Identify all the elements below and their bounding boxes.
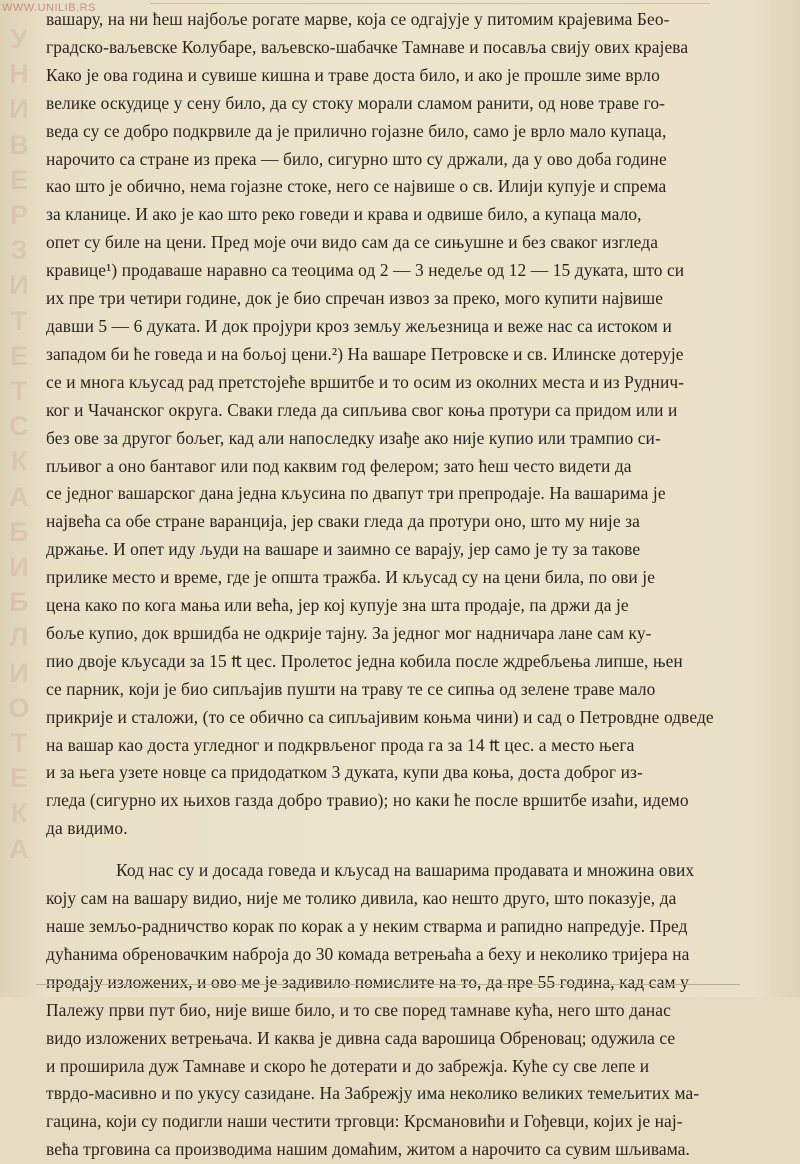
watermark-letter: З bbox=[10, 235, 28, 266]
text-line: без ове за другог бољег, кад али напоследку изађе ако није купио или трампио си- bbox=[46, 427, 661, 448]
text-line: опет су биле на цени. Пред моје очи видо сам да се сињушне и без сваког изгледа bbox=[46, 232, 659, 253]
watermark-letter: У bbox=[10, 24, 28, 54]
text-line: већа трговина са производима нашим домаћим, житом а нарочито са сувим шљивама. bbox=[46, 1139, 690, 1160]
watermark-url: WWW.UNILIB.RS bbox=[2, 2, 96, 14]
text-line: прикрије и сталожи, (то се обично са сипљајивим коњма чини) и сад о Петровдне одведе bbox=[46, 706, 714, 727]
text-line: тврдо-масивно и по укусу сазидане. На Забрежју има неколико великих темељитих ма- bbox=[46, 1083, 700, 1104]
paragraph-2 bbox=[46, 857, 742, 1164]
text-line: се и многа кљусад рад претстојеће вршитбе и то осим из околних места и из Руднич- bbox=[46, 371, 685, 392]
text-line: пио двоје кљусади за 15 ₶ цес. Пролетос једна кобила после ждребљења липше, њен bbox=[46, 650, 683, 671]
text-line: највећа са обе стране варанција, јер сваки гледа да протури оно, што му није за bbox=[46, 511, 640, 532]
body-text bbox=[46, 6, 742, 1164]
text-line: коју сам на вашару видио, није ме толико дивила, као нешто друго, што показује, да bbox=[46, 888, 677, 909]
watermark-letter: Р bbox=[9, 200, 28, 231]
watermark-letter: С bbox=[9, 411, 29, 442]
text-line: гацина, који су подигли наши честити трговци: Крсмановићи и Гођевци, којих је нај- bbox=[46, 1111, 683, 1132]
text-line: давши 5 — 6 дуката. И док пројури кроз земљу жељезница и веже нас са истоком и bbox=[46, 315, 672, 336]
watermark-letter: И bbox=[9, 94, 29, 125]
text-line: и за њега узете новце са придодатком 3 дуката, купи два коња, доста доброг из- bbox=[46, 762, 643, 783]
text-line: се једног вашарског дана једна кљусина по двапут три препродаје. На вашарима је bbox=[46, 483, 666, 504]
text-line: видо изложених ветрењача. И каква је дивна сада варошица Обреновац; одужила се bbox=[46, 1027, 676, 1048]
text-line: да видимо. bbox=[46, 818, 128, 839]
text-line: велике оскудице у сену било, да су стоку морали сламом ранити, од нове траве го- bbox=[46, 92, 666, 113]
text-line: прилике место и време, где је општа тражба. И кљусад су на цени била, по ови је bbox=[46, 567, 656, 588]
text-line: ког и Чачанског округа. Сваки гледа да сипљива свог коња протури са придом или и bbox=[46, 399, 678, 420]
top-rule bbox=[150, 3, 710, 4]
paragraph-gap bbox=[46, 843, 742, 857]
watermark-letter: И bbox=[9, 552, 29, 583]
watermark-letter: Т bbox=[10, 728, 28, 759]
watermark-side-text bbox=[4, 22, 34, 867]
text-line: западом би ће говеда и на бољој цени.²) На вашаре Петровске и св. Илинске дотерује bbox=[46, 343, 684, 364]
text-line: на вашар као доста угледног и подкрвљеног прода га за 14 ₶ цес. а место њега bbox=[46, 734, 635, 755]
watermark-letter: И bbox=[9, 657, 29, 688]
text-line: гледа (сигурно их њихов газда добро травио); но каки ће после вршитбе изаћи, идемо bbox=[46, 790, 689, 811]
watermark-letter: Т bbox=[10, 376, 28, 407]
paragraph-1 bbox=[46, 6, 742, 843]
text-line: их пре три четири године, док је био спречан извоз за преко, мого купити највише bbox=[46, 288, 664, 309]
text-line: пљивог а оно бантавог или под каквим год фелером; зато ћеш често видети да bbox=[46, 455, 632, 476]
text-line: се парник, који је био сипљајив пушти на траву те се сипња од зелене траве мало bbox=[46, 678, 656, 699]
watermark-letter: Е bbox=[9, 340, 28, 371]
watermark-letter: Е bbox=[9, 164, 28, 195]
text-line: продају изложених, и ово ме је задивило помислите на то, да пре 55 година, кад сам у bbox=[46, 971, 689, 992]
text-line: и проширила дуж Тамнаве и скоро ће дотерати и до забрежја. Куће су све лепе и bbox=[46, 1055, 650, 1076]
text-line: за кланице. И ако је као што реко говеди и крава и одвише било, а купаца мало, bbox=[46, 204, 642, 225]
text-line: Палежу први пут био, није више било, и то све поред тамнаве кућа, него што данас bbox=[46, 999, 671, 1020]
text-line: Код нас су и досада говеда и кљусад на вашарима продавата и множина ових bbox=[116, 860, 695, 881]
watermark-letter: В bbox=[9, 129, 29, 160]
bottom-rule bbox=[36, 984, 740, 985]
watermark-letter: К bbox=[10, 446, 28, 477]
text-line: дућанима обреновачким наброја до 30 комада ветрењаћа а беху и неколико тријера на bbox=[46, 943, 690, 964]
watermark-letter: Н bbox=[9, 59, 29, 90]
watermark-letter: И bbox=[9, 270, 29, 301]
text-line: цена како по кога мања или већа, јер кој купује зна шта продаје, па држи да је bbox=[46, 595, 629, 616]
text-line: нарочито са стране из прека — било, сигурно што су држали, да у ово доба године bbox=[46, 148, 667, 169]
watermark-letter: А bbox=[9, 833, 29, 864]
text-line: боље купио, док вршидба не одкрије тајну. За једног мог надничара лане сам ку- bbox=[46, 622, 652, 643]
text-line: Како је ова година и сувише кишна и траве доста било, и ако је прошле зиме врло bbox=[46, 64, 660, 85]
text-line: кравице¹) продаваше наравно са теоцима од 2 — 3 недеље од 12 — 15 дуката, што си bbox=[46, 260, 685, 281]
text-line: наше земљо-радничство корак по корак а у неким стварма и рапидно напредује. Пред bbox=[46, 916, 688, 936]
text-line: вашару, на ни ћеш најбоље рогате марве, која се одгајује у питомим крајевима Бео- bbox=[46, 9, 670, 29]
watermark-letter: А bbox=[9, 481, 29, 512]
watermark-letter: К bbox=[10, 798, 28, 829]
watermark-letter: О bbox=[8, 692, 30, 723]
watermark-letter: Б bbox=[9, 516, 29, 547]
watermark-letter: Т bbox=[10, 305, 28, 336]
text-line: држање. И опет иду људи на вашаре и заимно се варају, јер само је ту за такове bbox=[46, 539, 641, 560]
text-line: као што је обично, нема гојазне стоке, него се највише о св. Илији купује и спрема bbox=[46, 176, 667, 197]
text-line: веда су се добро подкрвиле да је прилично гојазне било, само је врло мало купаца, bbox=[46, 120, 667, 141]
watermark-letter: Б bbox=[9, 587, 29, 618]
text-line: градско-ваљевске Колубаре, ваљевско-шабачке Тамнаве и посавља свију ових крајева bbox=[46, 36, 689, 57]
watermark-letter: Е bbox=[9, 763, 28, 794]
watermark-letter: Л bbox=[9, 622, 29, 653]
